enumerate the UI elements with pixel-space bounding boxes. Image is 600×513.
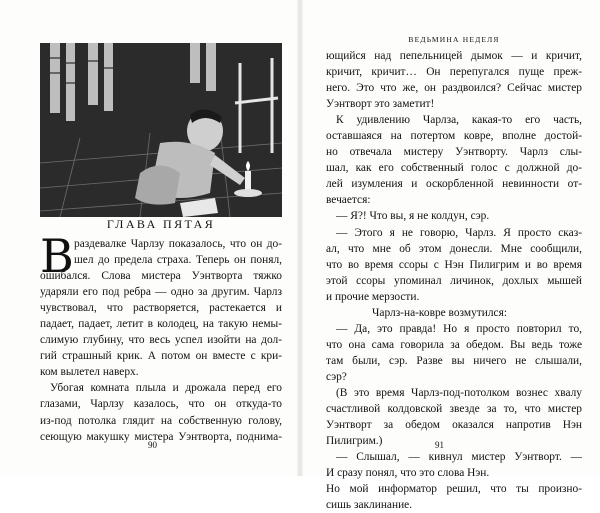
text-line: Но мой информатор решил, что ты произно- — [326, 483, 582, 496]
text-line: — Слышал, — кивнул мистер Уэнтворт. — — [336, 451, 582, 464]
text-line: счастливой колдовской звезде за то, что мистер — [326, 403, 582, 416]
text-line: лей изумления и оскорбленной невинности от- — [326, 178, 582, 191]
text-line: И сразу понял, что это слова Нэн. — [326, 467, 490, 480]
text-line: но отвечала мистеру Уэнтворту. Чарлз слы- — [326, 146, 582, 159]
text-line: ошибался. Слова мистера Уэнтворта тяжко — [40, 270, 282, 283]
text-line: — Этого я не говорю, Чарлз. Я просто сказ- — [336, 226, 582, 239]
text-line: сишь заклинание. — [326, 499, 413, 512]
left-page — [0, 0, 290, 476]
text-line: этой ссоры упоминал личинок, дохлых мышей — [326, 274, 582, 287]
text-line: чувствовал, что растворяется, растекается и — [40, 302, 282, 315]
text-line: Пилигрим.) — [326, 435, 383, 448]
text-line: — Да, это правда! Но я просто повторил то, — [336, 322, 582, 335]
page-number: 90 — [148, 440, 157, 450]
text-line: ющийся над пепельницей дымок — и кричит, — [326, 50, 582, 62]
text-line: там были, сэр. Разве вы ничего не слышали, — [326, 354, 582, 367]
text-line: вечается: — [326, 194, 371, 207]
left-page-text — [40, 229, 282, 445]
text-line: слимую глубину, что весь успел изойти на дол- — [40, 334, 282, 347]
text-line: Чарлз-на-ковре возмутился: — [372, 306, 508, 319]
text-line: — Я?! Что вы, я не колдун, сэр. — [336, 210, 490, 223]
text-line: ком вылетел наверх. — [40, 366, 139, 379]
text-line: шел до предела страха. Теперь он понял, — [74, 254, 282, 267]
text-line: гий страшный крик. А потом он вместе с кри- — [40, 350, 282, 363]
text-line: сеющую макушку мистера Уэнтворта, поднима- — [40, 430, 282, 443]
drop-cap: В — [40, 229, 74, 283]
text-line: сэр? — [326, 370, 347, 383]
text-line: глазами, Чарлзу казалось, что он откуда-то — [40, 398, 282, 411]
book-gutter — [297, 0, 303, 476]
text-line: шал, как его собственный голос с должной до- — [326, 162, 582, 175]
text-line: ударяли его под ребра — одно за другим. Чарлз — [40, 286, 282, 299]
text-line: и прочие мерзости. — [326, 290, 420, 303]
text-line: Уэнтворт это заметит! — [326, 98, 435, 111]
text-line: что она сама говорила за обедом. Вы ведь тоже — [326, 338, 582, 351]
text-line: Убогая комната плыла и дрожала перед его — [50, 382, 282, 395]
right-page-text — [326, 48, 582, 513]
chapter-title: ГЛАВА ПЯТАЯ — [106, 217, 216, 231]
text-line: (В это время Чарлз-под-потолком вознес хвалу — [336, 386, 582, 399]
text-line: ал, что мне об этом донесли. Мне сообщили, — [326, 242, 582, 255]
running-header: ВЕДЬМИНА НЕДЕЛЯ — [408, 35, 500, 44]
text-line: падает, падает, летит в колодец, на такую немы- — [40, 318, 282, 331]
text-line: него. Это что же, он раздвоился? Сейчас мистер — [326, 82, 582, 95]
text-line: что во время ссоры с Нэн Пилигрим и во время — [326, 258, 582, 271]
page-number: 91 — [435, 440, 444, 450]
text-line: Уэнтворт за обедом оказался напротив Нэн — [326, 419, 582, 432]
chapter-illustration — [40, 43, 282, 217]
text-line: раздевалке Чарлзу показалось, что он до- — [74, 238, 282, 250]
text-line: оставшаяся на потертом ковре, вполне достой- — [326, 130, 582, 143]
text-line: кричит, кричит… Он перепугался пуще преж- — [326, 66, 582, 79]
ink-drawing-icon — [40, 43, 282, 217]
text-line: К удивлению Чарлза, какая-то его часть, — [336, 114, 582, 127]
text-line: из-под потолка глядит на собственную голову, — [40, 414, 282, 427]
right-page — [308, 0, 600, 512]
